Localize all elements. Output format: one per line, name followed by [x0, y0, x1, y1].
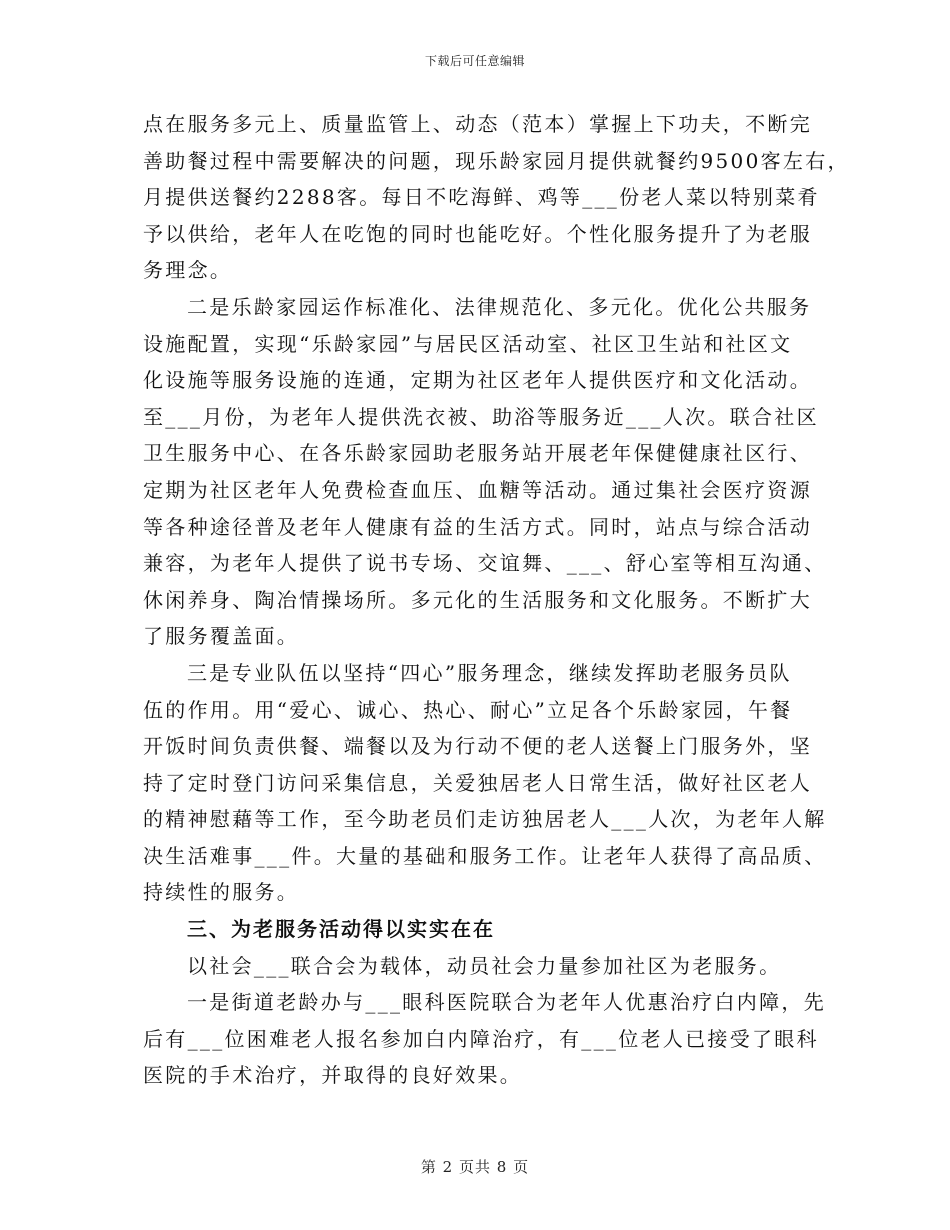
text-line: 开饭时间负责供餐、端餐以及为行动不便的老人送餐上门服务外，坚 — [143, 734, 812, 759]
section-heading: 三、为老服务活动得以实实在在 — [187, 917, 495, 942]
text-line: 务理念。 — [143, 258, 233, 283]
text-line: 等各种途径普及老年人健康有益的生活方式。同时，站点与综合活动 — [143, 514, 812, 539]
text-line: 休闲养身、陶冶情操场所。多元化的生活服务和文化服务。不断扩大 — [143, 587, 812, 612]
text-line: 的精神慰藉等工作，至今助老员们走访独居老人___人次，为老年人解 — [143, 807, 827, 832]
text-line: 予以供给，老年人在吃饱的同时也能吃好。个性化服务提升了为老服 — [143, 221, 812, 246]
text-line: 持了定时登门访问采集信息，关爱独居老人日常生活，做好社区老人 — [143, 770, 812, 795]
paragraph-start-line: 二是乐龄家园运作标准化、法律规范化、多元化。优化公共服务 — [187, 294, 812, 319]
text-line: 后有___位困难老人报名参加白内障治疗，有___位老人已接受了眼科 — [143, 1026, 819, 1051]
text-line: 化设施等服务设施的连通，定期为社区老年人提供医疗和文化活动。 — [143, 368, 812, 393]
text-line: 卫生服务中心、在各乐龄家园助老服务站开展老年保健健康社区行、 — [143, 441, 812, 466]
text-line: 月提供送餐约2288客。每日不吃海鲜、鸡等___份老人菜以特别菜肴 — [143, 185, 820, 210]
page-footer: 第 2 页共 8 页 — [420, 1158, 530, 1176]
text-line: 决生活难事___件。大量的基础和服务工作。让老年人获得了高品质、 — [143, 843, 827, 868]
page-header: 下载后可任意编辑 — [424, 54, 525, 68]
text-line: 点在服务多元上、质量监管上、动态（范本）掌握上下功夫，不断完 — [143, 112, 812, 136]
text-line: 医院的手术治疗，并取得的良好效果。 — [143, 1063, 523, 1088]
text-line: 伍的作用。用“爱心、诚心、热心、耐心”立足各个乐龄家园，午餐 — [143, 697, 793, 722]
document-body — [143, 106, 850, 1094]
text-line: 了服务覆盖面。 — [143, 624, 300, 649]
paragraph-start-line: 一是街道老龄办与___眼科医院联合为老年人优惠治疗白内障，先 — [187, 990, 826, 1015]
paragraph-start-line: 三是专业队伍以坚持“四心”服务理念，继续发挥助老服务员队 — [187, 660, 792, 685]
text-line: 善助餐过程中需要解决的问题，现乐龄家园月提供就餐约9500客左右， — [143, 148, 850, 173]
paragraph-start-line: 以社会___联合会为载体，动员社会力量参加社区为老服务。 — [187, 953, 782, 978]
text-line: 设施配置，实现“乐龄家园”与居民区活动室、社区卫生站和社区文 — [143, 331, 793, 356]
text-line: 定期为社区老年人免费检查血压、血糖等活动。通过集社会医疗资源 — [143, 477, 812, 502]
text-line: 持续性的服务。 — [143, 880, 300, 905]
text-line: 兼容，为老年人提供了说书专场、交谊舞、___、舒心室等相互沟通、 — [143, 551, 827, 576]
text-line: 至___月份，为老年人提供洗衣被、助浴等服务近___人次。联合社区 — [143, 404, 819, 429]
